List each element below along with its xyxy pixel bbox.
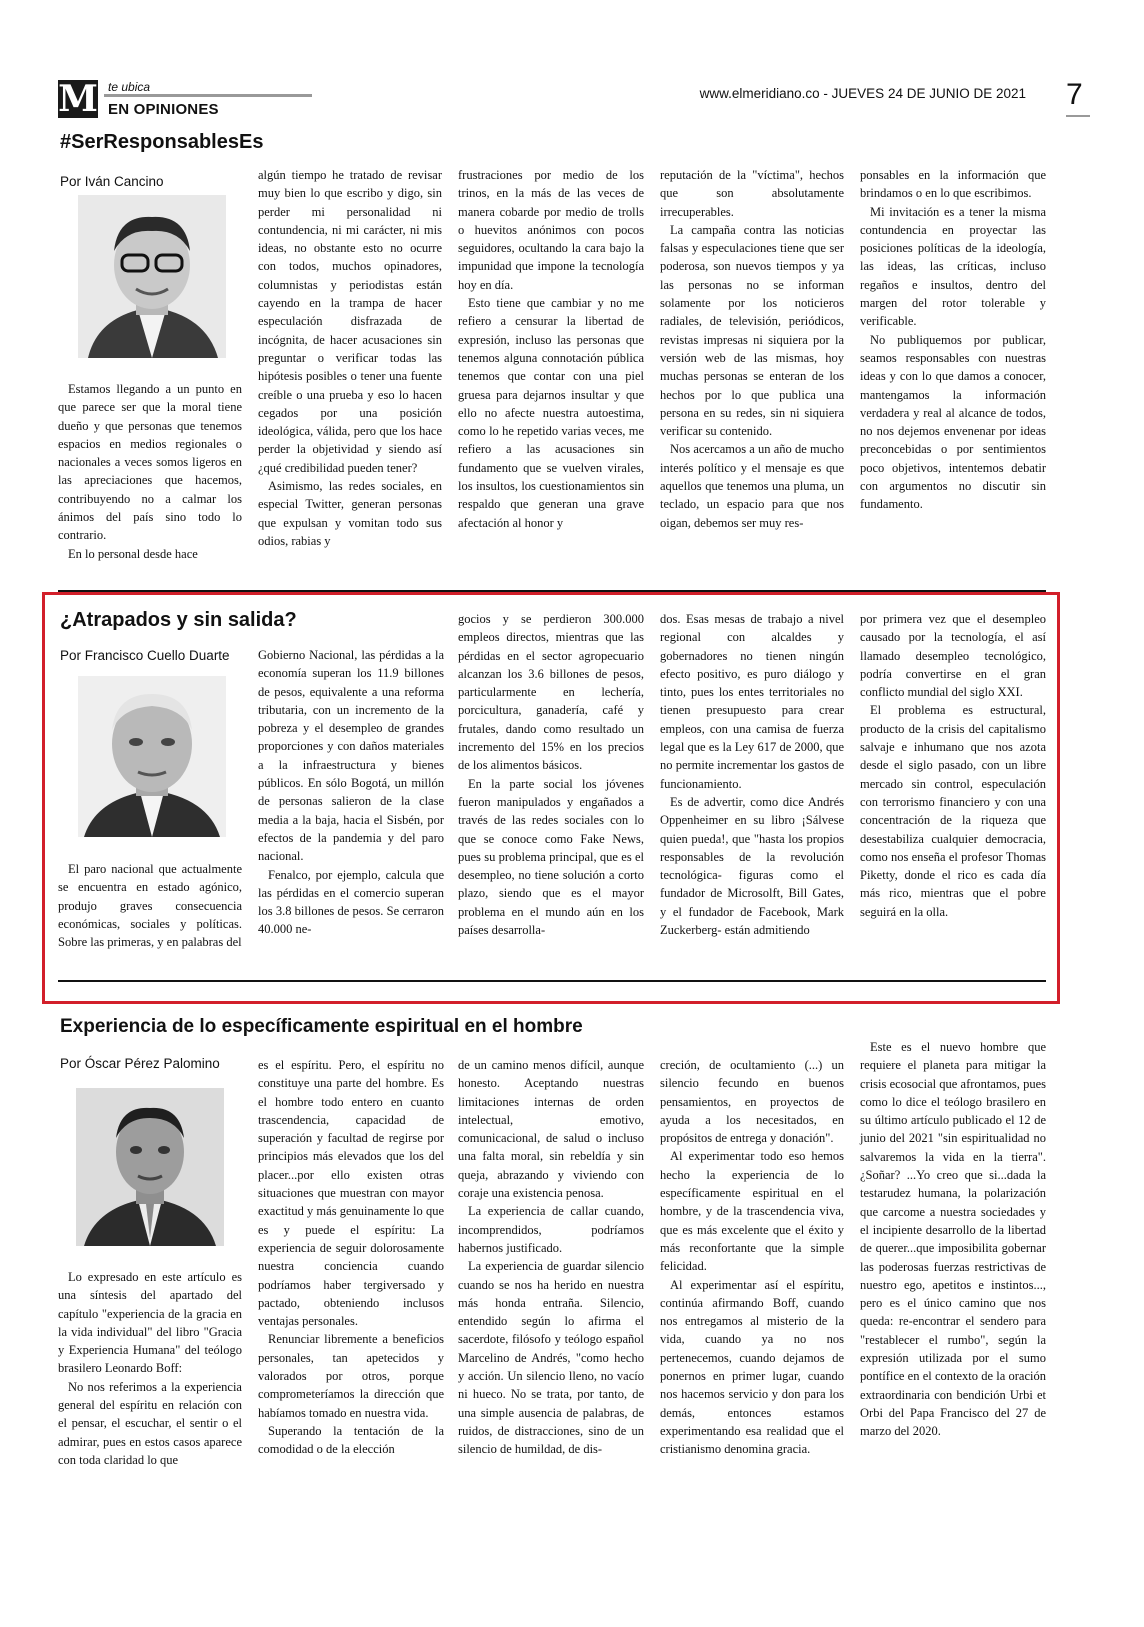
section-name: EN OPINIONES [108,101,219,118]
article-3-column-3: de un camino menos difícil, aunque honesto. Aceptando nuestras limitaciones internas de orden intelectual, emotivo, comunicacional, de salud o incluso una falta moral, sin rebeldía y sin queja, abrazando y viviendo con coraje una existencia penosa. La experiencia de callar cuando, incomprendidos, podríamos habernos justificado. La experiencia de guardar silencio cuando se nos ha herido en nuestra más honda entraña. Silencio, entendido según lo afirma el sacerdote, filósofo y teólogo español Marcelino de Andrés, "como hecho y acción. Un silencio lleno, no vacío ni hueco. No se trata, por tanto, de una simple ausencia de palabras, de ruidos, de distracciones, sino de un silencio de humildad, de dis- [458,1058,644,1457]
article-3-column-4: creción, de ocultamiento (...) un silencio fecundo en buenos pensamientos, en proyectos de ayuda a los necesitados, en propósitos de entrega y donación". Al experimentar todo eso hemos hecho la experiencia de lo específicamente espiritual en el hombre, y de la trascendencia viva, que es más excelente que el éxito y más reconfortante que la simple felicidad. Al experimentar así el espíritu, continúa afirmando Boff, cuando nos entregamos al misterio de la vida, cuando ya no nos pertenecemos, cuando dejamos de ponernos en primer lugar, cuando nos hacemos servicio y don para los demás, entonces estamos experimentando esa realidad que el cristianismo denomina gracia. [660,1058,844,1457]
author-3-photo [76,1088,224,1246]
article-3-column-5: Este es el nuevo hombre que requiere el planeta para mitigar la crisis ecosocial que afrontamos, pues como lo dice el teólogo brasilero en su último artículo publicado el 12 de junio del 2021 "sin espiritualidad no salvaremos la vida en la tierra". ¿Soñar? ...Yo creo que si...dada la testarudez humana, la polarización que carcome a nuestra sociedades y el incipiente desarrollo de la libertad de querer...que imposibilita gobernar las poderosas fuerzas restrictivas de nuestro ego, apetitos e instintos..., pero es el único camino que nos queda: re-encontrar el sendero para "restablecer el rumbo", según la expresión utilizada por el sumo pontífice en el contexto de la oración extraordinaria con bendición Urbi et Orbi del Papa Francisco del 27 de marzo del 2020. [860,1040,1046,1439]
article-2-lead: El paro nacional que actualmente se encuentra en estado agónico, produjo graves consecuencia económicas, sociales y políticas. Sobre las primeras, y en palabras del [58,862,242,950]
article-2-column-3: gocios y se perdieron 300.000 empleos directos, mientras que las pérdidas en el sector agropecuario alcanzan los 3.6 billones de pesos, particularmente en lechería, porcicultura, ganadería, café y frutales, dando como resultado un incremento del 15% en los precios de los alimentos básicos. En la parte social los jóvenes fueron manipulados y engañados a través de las redes sociales con lo que se conoce como Fake News, pues su problema principal, que es el desempleo, no tiene solución a corto plazo, siendo que es el mayor problema en el mundo aún en los países desarrolla- [458,612,644,938]
dateline: www.elmeridiano.co - JUEVES 24 DE JUNIO DE 2021 [699,86,1026,101]
ubica-label: te ubica [108,80,151,94]
article-1-column-2: algún tiempo he tratado de revisar muy bien lo que escribo y digo, sin perder mi personalidad ni contundencia, ni mi carácter, ni mis ideas, no obstante esto no ocurre con todos, muchos opinadores, columnistas y periodistas están cayendo en la trampa de hacer especulación disfrazada de incógnita, de hacer acusaciones sin preguntar o verificar todas las hipótesis posibles o tener una fuente creíble o una prueba y eso lo hacen cegados por una posición ideológica, válida, pero que los hace perder la objetividad y siendo así ¿qué credibilidad pueden tener? Asimismo, las redes sociales, en especial Twitter, generan personas que expulsan y vomitan todo sus odios, rabias y [258,168,442,548]
article-1-title: #SerResponsablesEs [60,131,264,153]
article-1-lead: Estamos llegando a un punto en que parece ser que la moral tiene dueño y que personas que tenemos espacios en medios regionales o nacionales a veces somos ligeros en las apreciaciones que hacemos, contribuyendo no a calmar los ánimos del país sino todo lo contrario. En lo personal desde hace [58,382,242,561]
article-1-byline: Por Iván Cancino [60,174,164,189]
article-2-column-4: dos. Esas mesas de trabajo a nivel regional con alcaldes y gobernadores no tienen ningún efecto positivo, es puro diálogo y tinto, pues los entes territoriales no tienen presupuesto para crear empleos, con una camisa de fuerza legal que es la Ley 617 de 2000, que no permite incrementar los gastos de funcionamiento. Es de advertir, como dice Andrés Oppenheimer en su libro ¡Sálvese quien pueda!, que "hasta los propios responsables de la revolución tecnológica- figuras como el fundador de Microsolft, Bill Gates, y el fundador de Facebook, Mark Zuckerberg- están admitiendo [660,612,844,938]
newspaper-logo: M [58,78,98,120]
page-number: 7 [1066,78,1083,111]
article-3-lead: Lo expresado en este artículo es una síntesis del apartado del capítulo "experiencia de la gracia en la vida individual" del libro "Gracia y Experiencia Humana" del teólogo brasilero Leonardo Boff: No nos referimos a la experiencia general del espíritu en relación con el pensar, el escuchar, el sentir o el admirar, pues en estos casos aparece con toda claridad lo que [58,1270,242,1467]
article-2-column-5: por primera vez que el desempleo causado por la tecnología, el así llamado desempleo tecnológico, podría convertirse en el gran conflicto mundial del siglo XXI. El problema es estructural, producto de la crisis del capitalismo salvaje e inhumano que nos azota desde el siglo pasado, con un libre mercado sin control, especulación con terrorismo financiero y con una concentración de la riqueza que desestabiliza cualquier democracia, como nos enseña el profesor Thomas Piketty, donde el rico es cada día más rico, mientras que el pobre seguirá en la olla. [860,612,1046,919]
article-1-column-4: reputación de la "víctima", hechos que son absolutamente irrecuperables. La campaña contra las noticias falsas y especulaciones tiene que ser poderosa, son nuevos tiempos y ya las personas no se informan solamente por los noticieros radiales, de televisión, periódicos, revistas impresas ni siquiera por la versión web de las mismas, hoy muchas personas se enteran de los hechos por lo que publica una persona en su redes, sin ni siquiera verificar su contenido. Nos acercamos a un año de mucho interés político y el mensaje es que aquellos que tenemos una pluma, un teclado, un espacio para que nos oigan, debemos ser muy res- [660,168,844,530]
article-2-bottom-rule [58,980,1046,982]
author-1-photo [78,195,226,358]
page-number-rule [1066,115,1090,117]
article-1-column-5: ponsables en la información que brindamos o en lo que escribimos. Mi invitación es a tener la misma contundencia en proyectar las posiciones políticas de la ideología, las ideas, las críticas, incluso regaños e insultos, dentro del margen del rotor tolerable y verificable. No publiquemos por publicar, seamos responsables con nuestras ideas y con lo que damos a conocer, mantengamos la información verdadera y real al alcance de todos, no nos dejemos envenenar por ideas preconcebidas o por sentimientos poco objetivos, intentemos debatir con argumentos no discutir sin fundamento. [860,168,1046,512]
article-3-column-2: es el espíritu. Pero, el espíritu no constituye una parte del hombre. Es el hombre todo entero en cuanto trascendencia, capacidad de superación y facultad de regirse por principios más elevados que los del placer...por ello existen otras situaciones que muestran con mayor exactitud y más genuinamente lo que es y puede el espíritu: La experiencia de seguir dolorosamente nuestra conciencia cuando podríamos haber tergiversado y pactado, obteniendo inclusos ventajas personales. Renunciar libremente a beneficios personales, tan apetecidos y valorados por otros, porque comprometeríamos la dirección que habíamos tomado en nuestra vida. Superando la tentación de la comodidad o de la elección [258,1058,444,1457]
article-3-byline: Por Óscar Pérez Palomino [60,1056,220,1071]
article-3-title: Experiencia de lo específicamente espiritual en el hombre [60,1016,583,1037]
article-1-column-3: frustraciones por medio de los trinos, en la más de las veces de manera cobarde por medio de trolls o huevitos anónimos con pocos seguidores, ocultando la cara bajo la impunidad que impone la tecnología hoy en día. Esto tiene que cambiar y no me refiero a censurar la libertad de expresión, incluso las personas que tenemos alguna connotación pública tenemos que contar con una piel gruesa para dejarnos insultar y que ello no afecte nuestra autoestima, como lo he repetido varias veces, me refiero a las acusaciones sin fundamento que se vuelven virales, los insultos, los cuestionamientos sin respaldo que generan una grave afectación al honor y [458,168,644,530]
author-2-photo [78,676,226,837]
article-2-column-2: Gobierno Nacional, las pérdidas a la economía superan los 11.9 billones de pesos, equivalente a una reforma tributaria, con un incremento de la pobreza y el desempleo de grandes proporciones y con daños materiales a la infraestructura y bienes públicos. En sólo Bogotá, un millón de personas salieron de la clase media a la baja, hacia el Sisbén, por efectos de la pandemia y del paro nacional. Fenalco, por ejemplo, calcula que las pérdidas en el comercio superan los 3.8 billones de pesos. Se cerraron 40.000 ne- [258,648,444,937]
header-rule [104,94,312,97]
article-2-title: ¿Atrapados y sin salida? [60,609,297,631]
article-2-byline: Por Francisco Cuello Duarte [60,648,230,663]
